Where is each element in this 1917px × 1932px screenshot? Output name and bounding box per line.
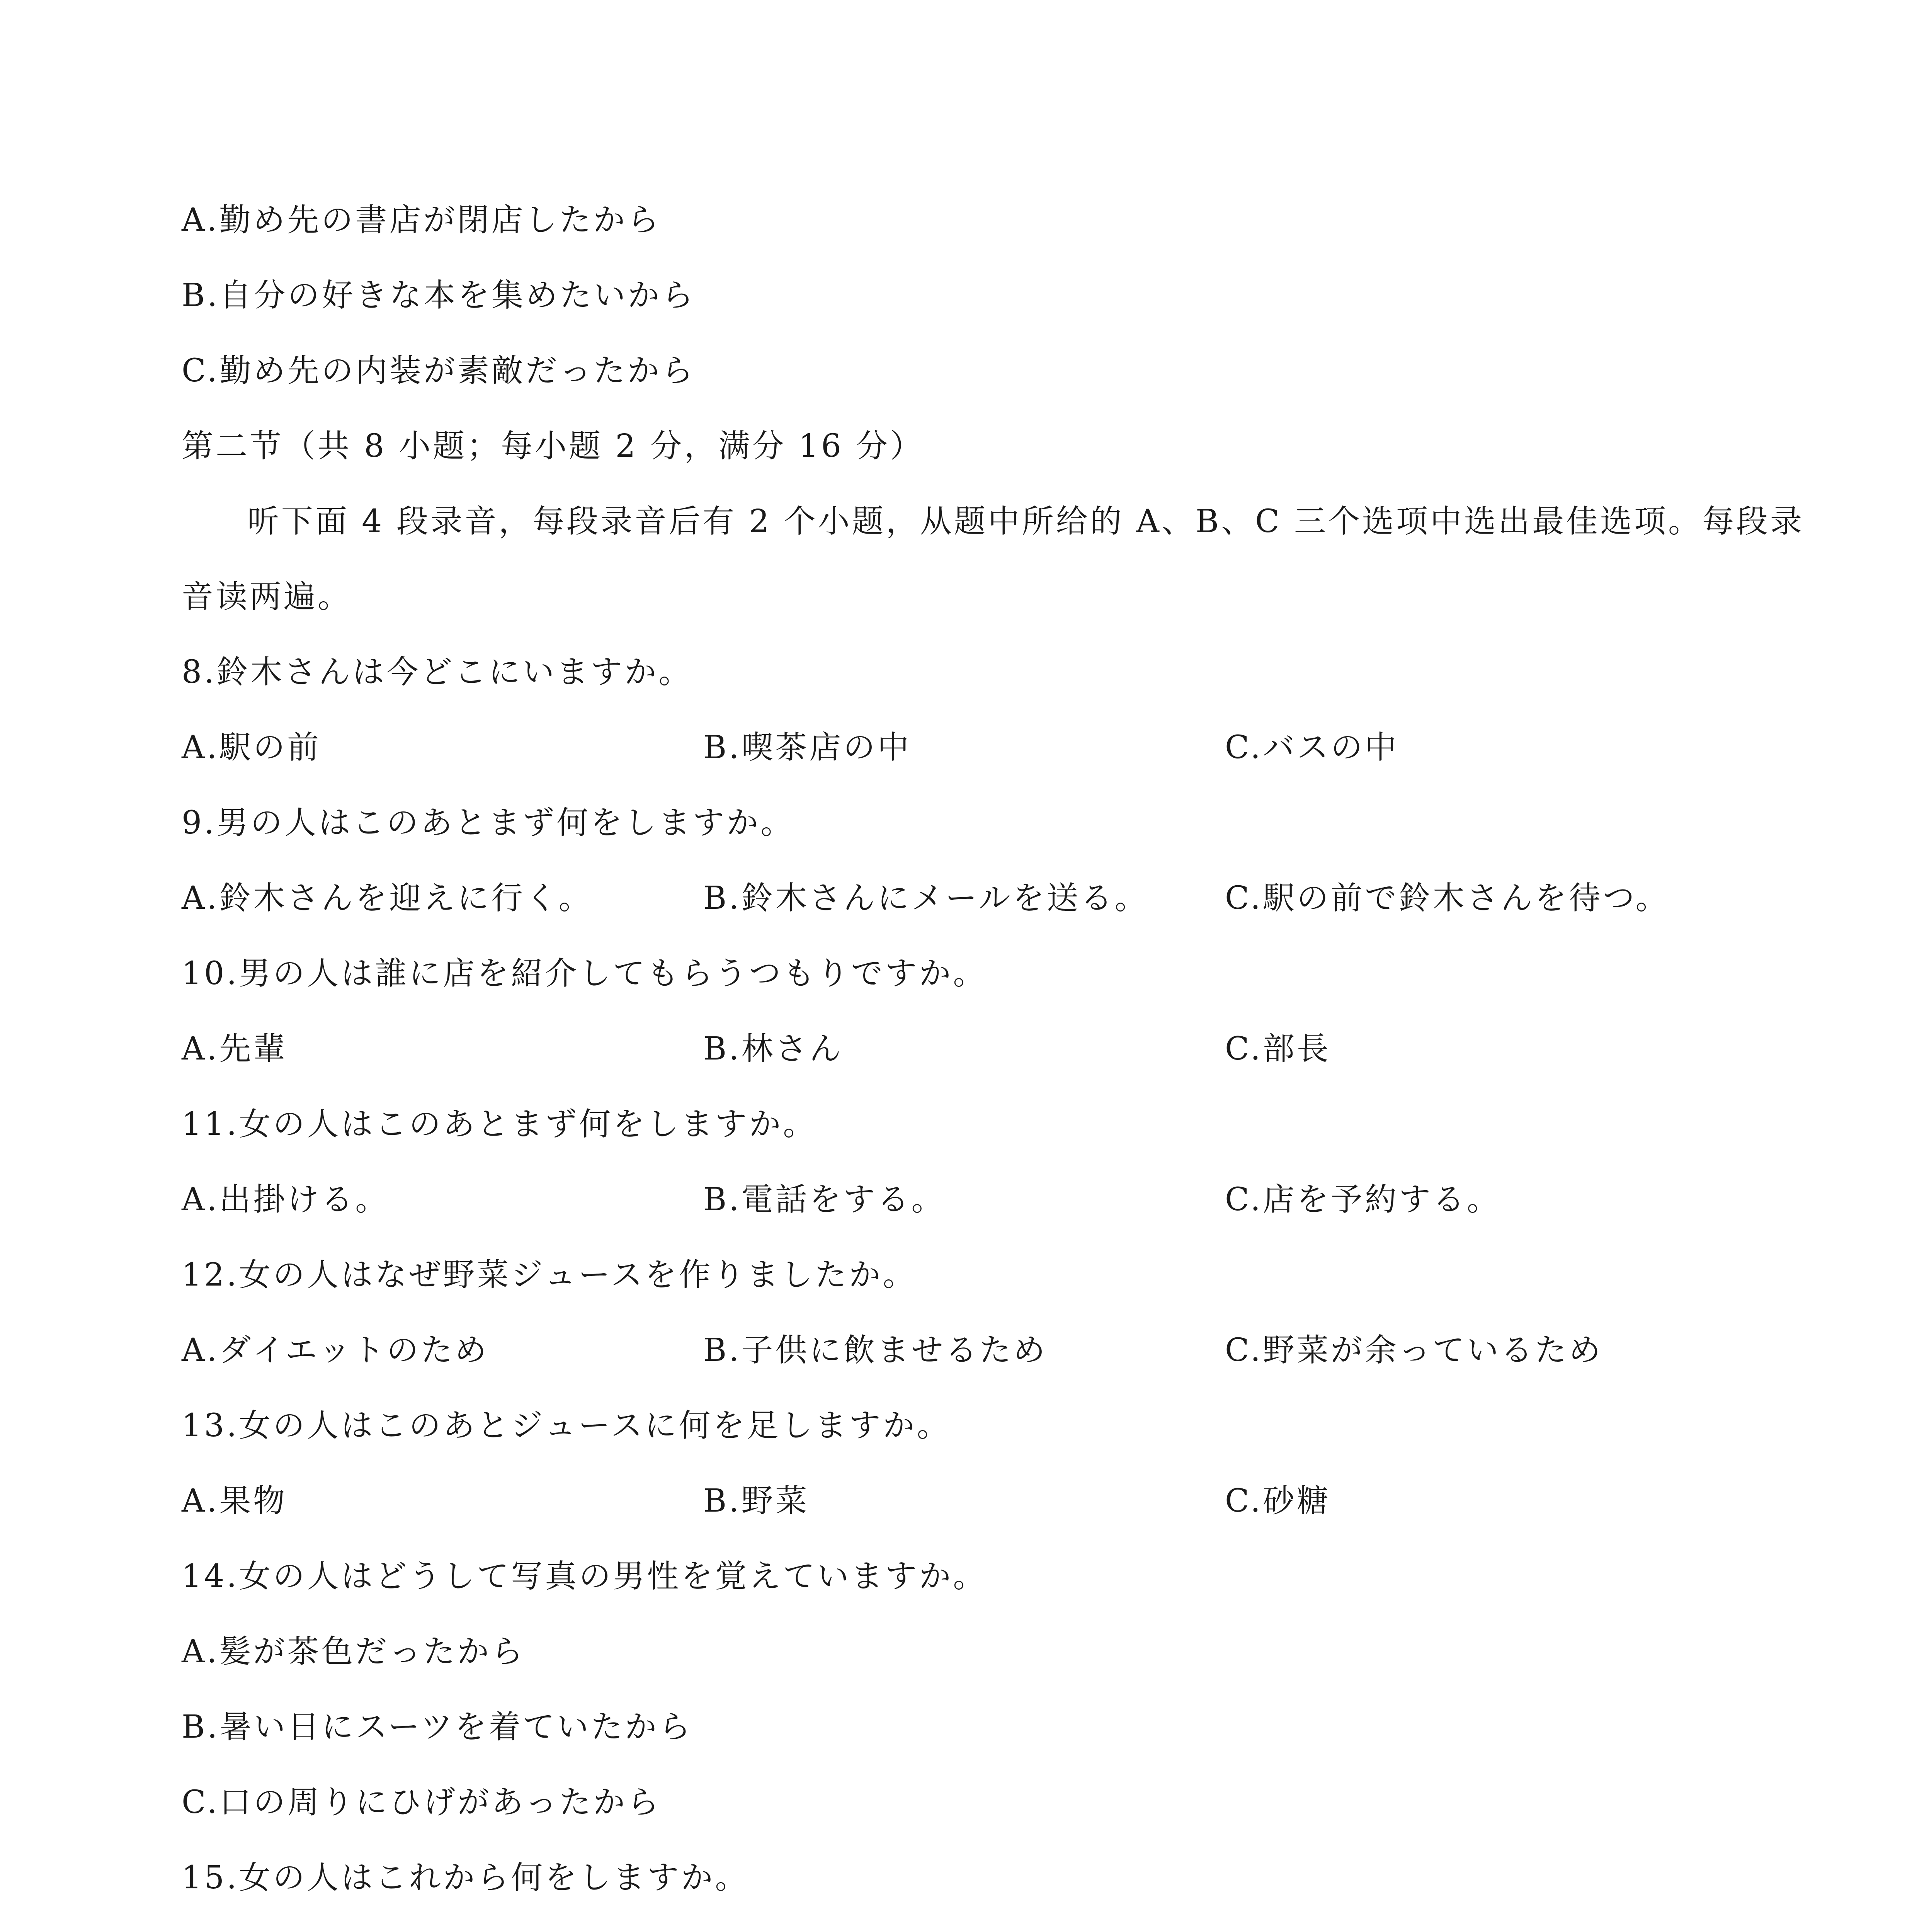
q13-option-b: B.野菜 [703, 1483, 810, 1519]
question-14: 14.女の人はどうして写真の男性を覚えていますか。 [182, 1558, 987, 1595]
q11-option-c: C.店を予約する。 [1225, 1181, 1501, 1218]
q9-option-b: B.鈴木さんにメールを送る。 [703, 880, 1149, 917]
q13-option-c: C.砂糖 [1225, 1483, 1331, 1519]
q7-option-c: C.勤め先の内装が素敵だったから [182, 352, 696, 389]
q12-option-b: B.子供に飲ませるため [703, 1332, 1048, 1369]
q7-option-b: B.自分の好きな本を集めたいから [182, 277, 696, 314]
question-13: 13.女の人はこのあとジュースに何を足しますか。 [182, 1407, 951, 1444]
q12-option-a: A.ダイエットのため [182, 1332, 489, 1369]
q14-option-a: A.髪が茶色だったから [182, 1633, 526, 1670]
q11-option-b: B.電話をする。 [703, 1181, 946, 1218]
q10-option-a: A.先輩 [182, 1031, 287, 1067]
q8-option-a: A.駅の前 [182, 729, 321, 766]
q9-option-a: A.鈴木さんを迎えに行く。 [182, 880, 593, 917]
section2-heading: 第二节（共 8 小题；每小题 2 分，满分 16 分） [182, 428, 924, 464]
q7-option-a: A.勤め先の書店が閉店したから [182, 202, 662, 238]
question-8: 8.鈴木さんは今どこにいますか。 [182, 654, 693, 690]
q8-option-b: B.喫茶店の中 [703, 729, 912, 766]
q10-option-b: B.林さん [703, 1031, 844, 1067]
question-9: 9.男の人はこのあとまず何をしますか。 [182, 804, 795, 841]
q9-option-c: C.駅の前で鈴木さんを待つ。 [1225, 880, 1670, 917]
q14-option-c: C.口の周りにひげがあったから [182, 1784, 662, 1821]
question-10: 10.男の人は誰に店を紹介してもらうつもりですか。 [182, 955, 987, 992]
section2-instruction-1: 听下面 4 段录音，每段录音后有 2 个小题，从题中所给的 A、B、C 三个选项中选出最佳选项。每段录 [247, 503, 1804, 540]
q8-option-c: C.バスの中 [1225, 729, 1399, 766]
q10-option-c: C.部長 [1225, 1031, 1331, 1067]
question-15: 15.女の人はこれから何をしますか。 [182, 1859, 749, 1896]
q12-option-c: C.野菜が余っているため [1225, 1332, 1603, 1369]
section2-instruction-2: 音读两遍。 [182, 578, 352, 615]
q13-option-a: A.果物 [182, 1483, 287, 1519]
q11-option-a: A.出掛ける。 [182, 1181, 390, 1218]
question-11: 11.女の人はこのあとまず何をしますか。 [182, 1106, 817, 1143]
q14-option-b: B.暑い日にスーツを着ていたから [182, 1709, 693, 1745]
question-12: 12.女の人はなぜ野菜ジュースを作りましたか。 [182, 1257, 917, 1293]
